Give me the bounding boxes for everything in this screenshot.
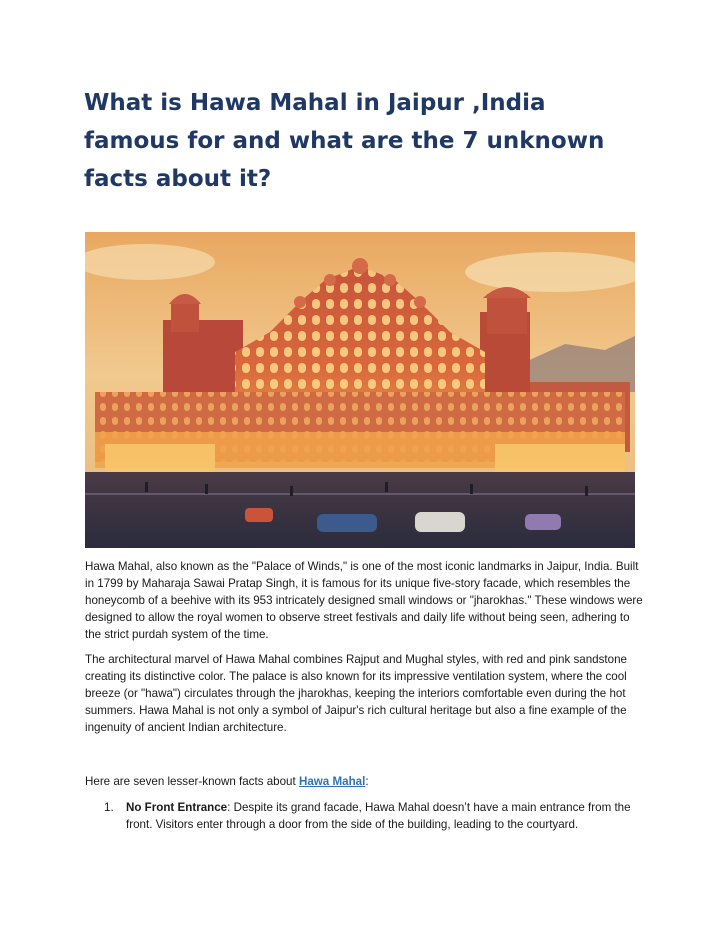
list-item-text: : Despite its grand facade, Hawa Mahal doesn’t have a main entrance from the front. Visitors enter through a door from the side of the building, leading to the courtyard.: [126, 801, 631, 831]
hawa-mahal-link[interactable]: Hawa Mahal: [298, 775, 366, 788]
architecture-paragraph: The architectural marvel of Hawa Mahal combines Rajput and Mughal styles, with red and pink sandstone creating its distinctive color. The palace is also known for its impressive ventilation system, where the cool breeze (or "hawa") circulates through the jharokhas, keeping the interiors comfortable even during the hot summers. Hawa Mahal is not only a symbol of Jaipur's rich cultural heritage but also a fine example of the ingenuity of ancient Indian architecture.: [85, 653, 627, 734]
facts-list: [104, 799, 644, 833]
list-item: [104, 799, 644, 833]
article-title: What is Hawa Mahal in Jaipur ,India famous for and what are the 7 unknown facts about it?: [84, 90, 605, 192]
facts-intro-suffix: :: [365, 775, 369, 788]
facts-intro-prefix: Here are seven lesser-known facts about: [85, 775, 299, 788]
list-item-number: 1.: [104, 801, 114, 814]
hawa-mahal-photo: [85, 232, 635, 548]
list-item-heading: No Front Entrance: [126, 801, 228, 814]
list-item-body: [126, 799, 644, 833]
intro-paragraph: Hawa Mahal, also known as the "Palace of Winds," is one of the most iconic landmarks in Jaipur, India. Built in 1799 by Maharaja Sawai Pratap Singh, it is famous for its unique five-story facade, which resembles the honeycomb of a beehive with its 953 intricately designed small windows or "jharokhas." These windows were designed to allow the royal women to observe street festivals and daily life without being seen, adhering to the strict purdah system of the time.: [85, 560, 643, 641]
facts-intro: [85, 773, 645, 790]
